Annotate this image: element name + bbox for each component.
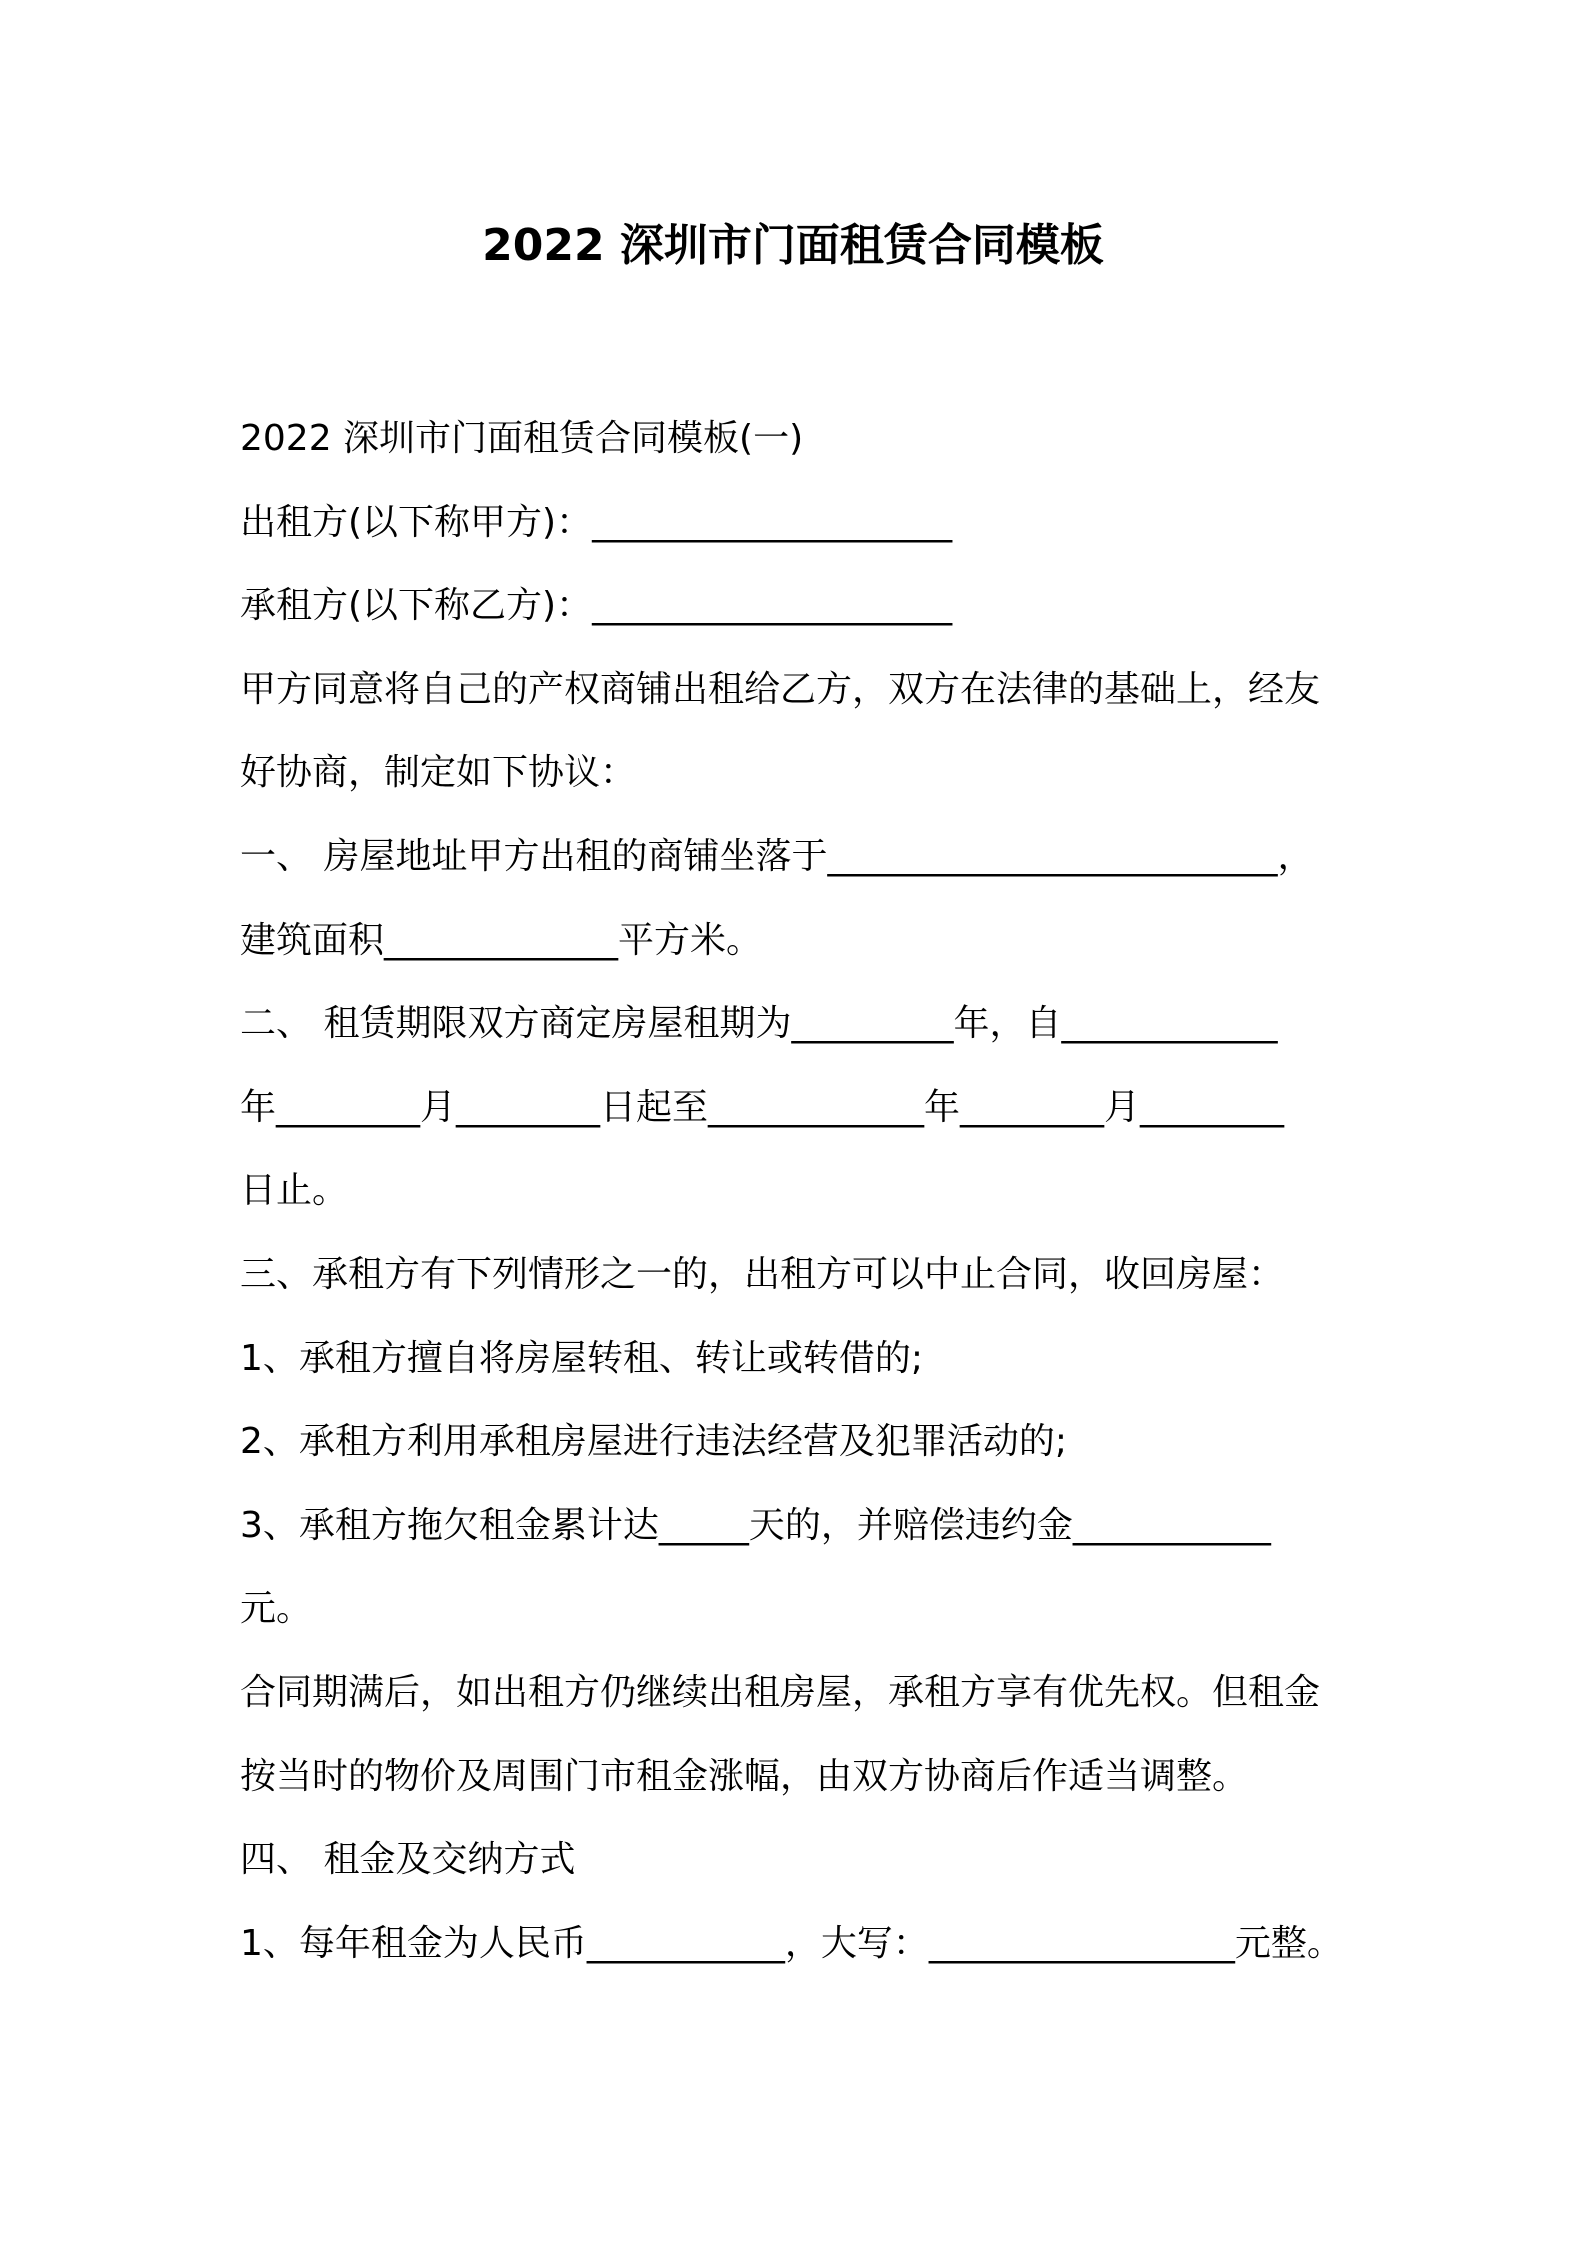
clause-4-heading: 四、 租金及交纳方式	[240, 1839, 576, 1881]
lessee-line: 承租方(以下称乙方)：____________________	[240, 585, 953, 627]
clause-4-item-1: 1、每年租金为人民币___________，大写：_________________元整。	[240, 1922, 1343, 1964]
subtitle-line: 2022 深圳市门面租赁合同模板(一)	[240, 418, 804, 459]
document-title: 2022 深圳市门面租赁合同模板	[482, 220, 1104, 271]
clause-1-line-2: 建筑面积_____________平方米。	[240, 919, 763, 961]
clause-3-item-1: 1、承租方擅自将房屋转租、转让或转借的;	[240, 1337, 924, 1379]
clause-3-heading: 三、承租方有下列情形之一的，出租方可以中止合同，收回房屋：	[240, 1253, 1285, 1295]
renewal-line-1: 合同期满后，如出租方仍继续出租房屋，承租方享有优先权。但租金	[240, 1671, 1321, 1713]
intro-line-1: 甲方同意将自己的产权商铺出租给乙方，双方在法律的基础上，经友	[240, 668, 1321, 710]
intro-line-2: 好协商，制定如下协议：	[240, 752, 637, 794]
clause-3-item-3-line-1: 3、承租方拖欠租金累计达_____天的，并赔偿违约金___________	[240, 1504, 1271, 1546]
document-body	[240, 397, 1370, 1985]
lessor-line: 出租方(以下称甲方)：____________________	[240, 501, 953, 543]
clause-3-item-3-line-2: 元。	[240, 1588, 313, 1630]
clause-1-line-1: 一、 房屋地址甲方出租的商铺坐落于_________________________，	[240, 835, 1314, 877]
clause-2-line-2: 年________月________日起至____________年________月________	[240, 1086, 1285, 1128]
clause-2-line-1: 二、 租赁期限双方商定房屋租期为_________年，自____________	[240, 1003, 1278, 1045]
renewal-line-2: 按当时的物价及周围门市租金涨幅，由双方协商后作适当调整。	[240, 1755, 1249, 1797]
clause-2-line-3: 日止。	[240, 1170, 349, 1212]
clause-3-item-2: 2、承租方利用承租房屋进行违法经营及犯罪活动的;	[240, 1421, 1068, 1463]
